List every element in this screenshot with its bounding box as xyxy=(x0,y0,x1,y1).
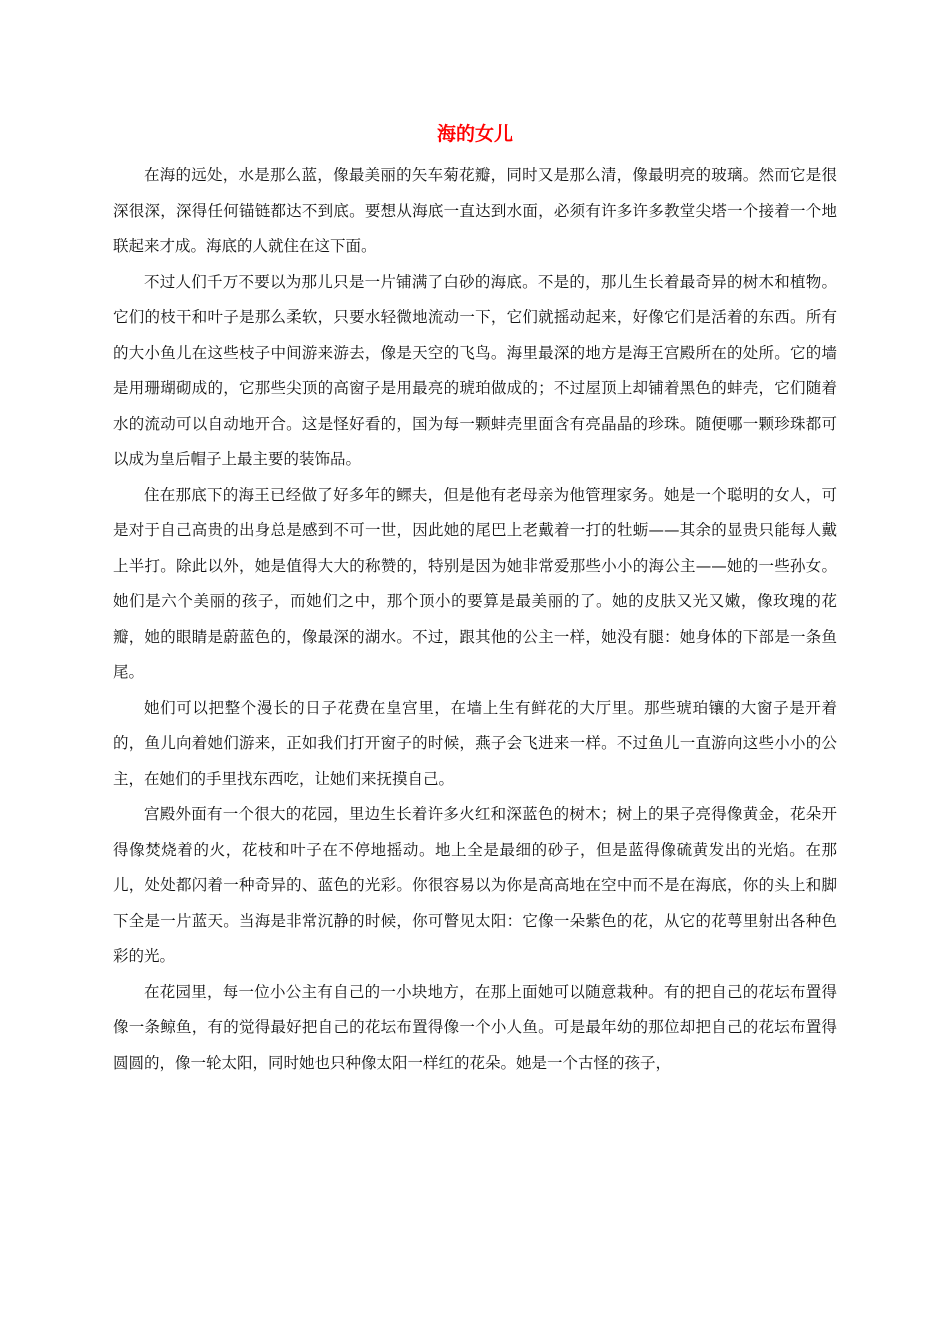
paragraph-4: 她们可以把整个漫长的日子花费在皇宫里，在墙上生有鲜花的大厅里。那些琥珀镶的大窗子是开着的，鱼儿向着她们游来，正如我们打开窗子的时候，燕子会飞进来一样。不过鱼儿一直游向这些小小的公主，在她们的手里找东西吃，让她们来抚摸自己。 xyxy=(113,698,837,788)
paragraph-5: 宫殿外面有一个很大的花园，里边生长着许多火红和深蓝色的树木；树上的果子亮得像黄金，花朵开得像焚烧着的火，花枝和叶子在不停地摇动。地上全是最细的砂子，但是蓝得像硫黄发出的光焰。在那儿，处处都闪着一种奇异的、蓝色的光彩。你很容易以为你是高高地在空中而不是在海底，你的头上和脚下全是一片蓝天。当海是非常沉静的时候，你可瞥见太阳：它像一朵紫色的花，从它的花萼里射出各种色彩的光。 xyxy=(113,805,837,965)
paragraph-3: 住在那底下的海王已经做了好多年的鳏夫，但是他有老母亲为他管理家务。她是一个聪明的女人，可是对于自己高贵的出身总是感到不可一世，因此她的尾巴上老戴着一打的牡蛎——其余的显贵只能每人戴上半打。除此以外，她是值得大大的称赞的，特别是因为她非常爱那些小小的海公主——她的一些孙女。她们是六个美丽的孩子，而她们之中，那个顶小的要算是最美丽的了。她的皮肤又光又嫩，像玫瑰的花瓣，她的眼睛是蔚蓝色的，像最深的湖水。不过，跟其他的公主一样，她没有腿：她身体的下部是一条鱼尾。 xyxy=(113,485,837,681)
document-title: 海的女儿 xyxy=(436,123,513,145)
paragraph-6: 在花园里，每一位小公主有自己的一小块地方，在那上面她可以随意栽种。有的把自己的花坛布置得像一条鲸鱼，有的觉得最好把自己的花坛布置得像一个小人鱼。可是最年幼的那位却把自己的花坛布置得圆圆的，像一轮太阳，同时她也只种像太阳一样红的花朵。她是一个古怪的孩子， xyxy=(113,982,837,1072)
paragraph-1: 在海的远处，水是那么蓝，像最美丽的矢车菊花瓣，同时又是那么清，像最明亮的玻璃。然而它是很深很深，深得任何锚链都达不到底。要想从海底一直达到水面，必须有许多许多教堂尖塔一个接着一个地联起来才成。海底的人就住在这下面。 xyxy=(113,166,837,255)
paragraph-2: 不过人们千万不要以为那儿只是一片铺满了白砂的海底。不是的，那儿生长着最奇异的树木和植物。它们的枝干和叶子是那么柔软，只要水轻微地流动一下，它们就摇动起来，好像它们是活着的东西。所有的大小鱼儿在这些枝子中间游来游去，像是天空的飞鸟。海里最深的地方是海王宫殿所在的处所。它的墙是用珊瑚砌成的，它那些尖顶的高窗子是用最亮的琥珀做成的；不过屋顶上却铺着黑色的蚌壳，它们随着水的流动可以自动地开合。这是怪好看的，国为每一颗蚌壳里面含有亮晶晶的珍珠。随便哪一颗珍珠都可以成为皇后帽子上最主要的装饰品。 xyxy=(113,272,837,468)
document-body xyxy=(113,158,837,1081)
